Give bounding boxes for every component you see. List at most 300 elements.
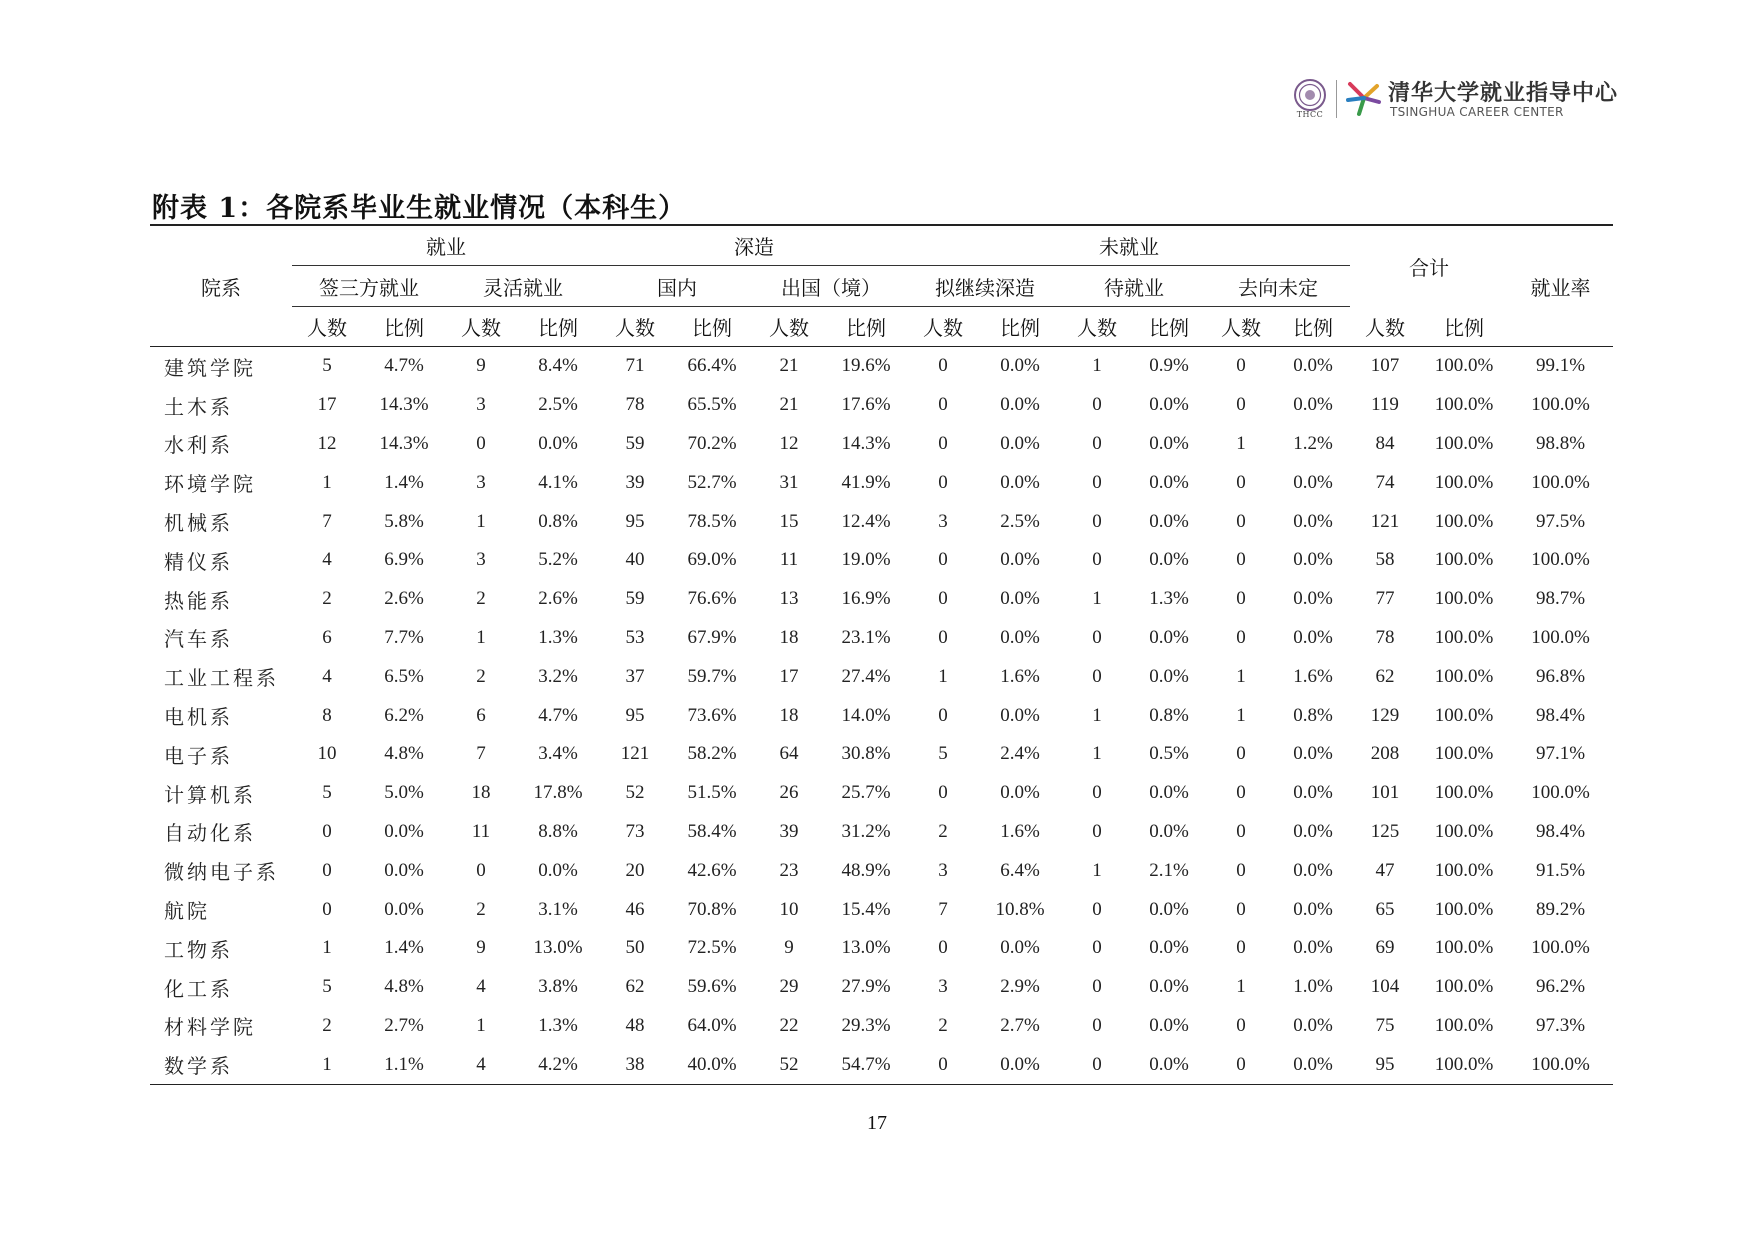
table-cell: 121	[1370, 510, 1400, 532]
table-cell: 0.0%	[1293, 743, 1333, 765]
dept-name-cell: 水利系	[164, 433, 233, 458]
table-cell: 0	[1092, 432, 1102, 454]
table-cell: 3	[476, 394, 486, 416]
table-cell: 40	[625, 549, 645, 571]
table-cell: 0	[1092, 471, 1102, 493]
table-body	[150, 347, 1613, 1085]
table-row	[150, 541, 1613, 580]
table-cell: 13	[779, 588, 799, 610]
table-cell: 14.3%	[841, 432, 891, 454]
table-cell: 0.0%	[1293, 820, 1333, 842]
table-cell: 19.0%	[841, 549, 891, 571]
header-unemployed: 未就业	[908, 225, 1350, 266]
table-cell: 7	[938, 898, 948, 920]
logo-chinese-name: 清华大学就业指导中心	[1388, 81, 1619, 106]
table-cell: 70.2%	[687, 432, 737, 454]
header-count: 人数	[1350, 307, 1420, 347]
table-cell: 0	[1236, 820, 1246, 842]
header-ratio: 比例	[824, 307, 908, 347]
table-cell: 29	[779, 976, 799, 998]
table-cell: 100.0%	[1434, 976, 1494, 998]
table-cell: 2.6%	[538, 588, 578, 610]
table-cell: 18	[471, 782, 491, 804]
table-cell: 1	[1092, 588, 1102, 610]
table-cell: 52	[625, 782, 645, 804]
table-cell: 6	[322, 626, 332, 648]
table-cell: 64.0%	[687, 1014, 737, 1036]
table-cell: 101	[1370, 782, 1400, 804]
table-row	[150, 463, 1613, 502]
table-cell: 0.0%	[1149, 626, 1189, 648]
table-cell: 11	[471, 820, 491, 842]
header-unknown: 去向未定	[1206, 266, 1350, 307]
table-cell: 20	[625, 859, 645, 881]
table-cell: 5	[322, 976, 332, 998]
table-cell: 5	[938, 743, 948, 765]
table-cell: 9	[476, 937, 486, 959]
table-cell: 2	[938, 1014, 948, 1036]
header-employment: 就业	[292, 225, 600, 266]
table-cell: 4.8%	[384, 743, 424, 765]
page-number: 17	[867, 1112, 887, 1134]
table-cell: 0	[938, 937, 948, 959]
table-cell: 0	[1092, 976, 1102, 998]
table-cell: 0.0%	[1293, 471, 1333, 493]
table-cell: 0	[322, 820, 332, 842]
table-cell: 17	[317, 394, 337, 416]
table-row	[150, 580, 1613, 619]
table-cell: 2	[938, 820, 948, 842]
table-cell: 29.3%	[841, 1014, 891, 1036]
header-signed: 签三方就业	[292, 266, 446, 307]
table-cell: 0.0%	[1293, 898, 1333, 920]
table-cell: 59.6%	[687, 976, 737, 998]
table-cell: 17	[779, 665, 799, 687]
table-cell: 0.0%	[1000, 355, 1040, 377]
table-cell: 129	[1370, 704, 1400, 726]
dept-name-cell: 计算机系	[164, 782, 256, 807]
table-cell: 208	[1370, 743, 1400, 765]
table-cell: 100.0%	[1531, 782, 1590, 804]
table-cell: 100.0%	[1434, 820, 1494, 842]
table-cell: 1.1%	[362, 1045, 446, 1084]
table-cell: 4	[446, 1045, 516, 1084]
dept-name-cell: 热能系	[164, 588, 233, 613]
table-cell: 22	[779, 1014, 799, 1036]
table-cell: 23	[779, 859, 799, 881]
table-cell: 8.8%	[538, 820, 578, 842]
table-cell: 0.9%	[1149, 355, 1189, 377]
table-row	[150, 813, 1613, 852]
table-cell: 62	[625, 976, 645, 998]
table-cell: 50	[625, 937, 645, 959]
table-cell: 125	[1370, 820, 1400, 842]
header-study: 深造	[600, 225, 908, 266]
table-cell: 6.4%	[1000, 859, 1040, 881]
table-cell: 2	[322, 588, 332, 610]
table-cell: 1.3%	[538, 1014, 578, 1036]
table-cell: 0.0%	[1149, 820, 1189, 842]
table-cell: 3	[476, 471, 486, 493]
table-cell: 0.0%	[1293, 549, 1333, 571]
table-cell: 17.6%	[841, 394, 891, 416]
table-cell: 1.0%	[1293, 976, 1333, 998]
table-cell: 25.7%	[841, 782, 891, 804]
table-cell: 8.4%	[538, 355, 578, 377]
table-cell: 14.0%	[841, 704, 891, 726]
table-cell: 1	[1236, 704, 1246, 726]
table-cell: 52.7%	[687, 471, 737, 493]
table-cell: 0	[1092, 510, 1102, 532]
table-cell: 8	[322, 704, 332, 726]
table-cell: 0	[1236, 898, 1246, 920]
table-row	[150, 1045, 1613, 1084]
table-cell: 100.0%	[1434, 937, 1494, 959]
table-cell: 59	[625, 432, 645, 454]
table-cell: 3	[938, 510, 948, 532]
header-count: 人数	[754, 307, 824, 347]
table-cell: 72.5%	[687, 937, 737, 959]
table-cell: 1	[322, 937, 332, 959]
table-cell: 2	[322, 1014, 332, 1036]
table-cell: 0	[1092, 549, 1102, 571]
table-cell: 97.5%	[1535, 510, 1586, 532]
table-cell: 58	[1375, 549, 1395, 571]
table-cell: 58.4%	[687, 820, 737, 842]
logo-divider	[1336, 80, 1337, 118]
table-cell: 15	[779, 510, 799, 532]
table-cell: 91.5%	[1535, 859, 1586, 881]
tsinghua-career-center-logo	[1290, 74, 1620, 124]
table-cell: 0.0%	[1149, 549, 1189, 571]
table-cell: 13.0%	[841, 937, 891, 959]
table-cell: 100.0%	[1434, 898, 1494, 920]
table-cell: 7.7%	[384, 626, 424, 648]
table-cell: 70.8%	[687, 898, 737, 920]
table-cell: 100.0%	[1434, 588, 1494, 610]
table-cell: 4.1%	[538, 471, 578, 493]
table-cell: 0	[938, 394, 948, 416]
table-cell: 97.3%	[1535, 1014, 1586, 1036]
table-cell: 30.8%	[841, 743, 891, 765]
table-cell: 4.8%	[384, 976, 424, 998]
table-cell: 0	[1236, 782, 1246, 804]
table-cell: 27.4%	[841, 665, 891, 687]
table-cell: 71	[625, 355, 645, 377]
table-cell: 95	[625, 704, 645, 726]
table-cell: 0	[1236, 355, 1246, 377]
table-cell: 1	[1236, 665, 1246, 687]
table-cell: 89.2%	[1535, 898, 1586, 920]
table-cell: 99.1%	[1535, 355, 1586, 377]
table-cell: 7	[322, 510, 332, 532]
table-cell: 0.0%	[1000, 704, 1040, 726]
table-cell: 16.9%	[841, 588, 891, 610]
table-cell: 100.0%	[1531, 471, 1590, 493]
table-cell: 3	[938, 859, 948, 881]
table-cell: 54.7%	[824, 1045, 908, 1084]
table-cell: 0.0%	[1293, 859, 1333, 881]
table-cell: 100.0%	[1434, 549, 1494, 571]
dept-name-cell: 航院	[164, 899, 210, 924]
table-cell: 98.7%	[1535, 588, 1586, 610]
table-cell: 3.2%	[538, 665, 578, 687]
table-cell: 98.8%	[1535, 432, 1586, 454]
table-cell: 0	[1092, 665, 1102, 687]
table-cell: 100.0%	[1434, 782, 1494, 804]
table-cell: 0	[908, 1045, 978, 1084]
career-star-icon	[1345, 78, 1383, 118]
table-cell: 39	[779, 820, 799, 842]
header-count: 人数	[600, 307, 670, 347]
table-cell: 100.0%	[1531, 394, 1590, 416]
table-cell: 41.9%	[841, 471, 891, 493]
table-cell: 0	[1236, 743, 1246, 765]
table-cell: 67.9%	[687, 626, 737, 648]
dept-name-cell: 环境学院	[164, 472, 256, 497]
table-cell: 1	[476, 510, 486, 532]
table-cell: 0.0%	[1149, 665, 1189, 687]
table-cell: 98.4%	[1535, 820, 1586, 842]
table-cell: 1	[292, 1045, 362, 1084]
table-cell: 0.0%	[1000, 588, 1040, 610]
table-cell: 0.0%	[1149, 394, 1189, 416]
dept-name-cell: 材料学院	[164, 1015, 256, 1040]
table-cell: 27.9%	[841, 976, 891, 998]
table-cell: 0.0%	[1293, 588, 1333, 610]
table-cell: 0.0%	[538, 859, 578, 881]
table-cell: 0	[1236, 549, 1246, 571]
table-cell: 9	[784, 937, 794, 959]
table-cell: 104	[1370, 976, 1400, 998]
table-cell: 3.1%	[538, 898, 578, 920]
table-cell: 100.0%	[1434, 471, 1494, 493]
table-cell: 100.0%	[1531, 626, 1590, 648]
table-cell: 1	[476, 626, 486, 648]
table-cell: 0	[1092, 394, 1102, 416]
table-cell: 0	[1062, 1045, 1132, 1084]
table-row	[150, 347, 1613, 386]
header-count: 人数	[1206, 307, 1276, 347]
dept-name-cell: 电子系	[164, 743, 233, 768]
dept-name-cell: 精仪系	[164, 549, 233, 574]
table-cell: 107	[1370, 355, 1400, 377]
table-cell: 9	[476, 355, 486, 377]
table-cell: 0.0%	[1149, 1014, 1189, 1036]
table-cell: 0	[1236, 626, 1246, 648]
table-cell: 0.8%	[1149, 704, 1189, 726]
table-cell: 100.0%	[1531, 549, 1590, 571]
header-flexible: 灵活就业	[446, 266, 600, 307]
table-cell: 119	[1371, 394, 1399, 416]
table-cell: 47	[1375, 859, 1395, 881]
dept-name-cell: 自动化系	[164, 821, 256, 846]
table-cell: 64	[779, 743, 799, 765]
table-cell: 0	[938, 782, 948, 804]
table-cell: 2.4%	[1000, 743, 1040, 765]
table-cell: 42.6%	[687, 859, 737, 881]
table-cell: 4.2%	[516, 1045, 600, 1084]
table-cell: 1	[476, 1014, 486, 1036]
table-cell: 2	[476, 665, 486, 687]
table-cell: 0.0%	[978, 1045, 1062, 1084]
table-cell: 6.5%	[384, 665, 424, 687]
table-cell: 10.8%	[995, 898, 1045, 920]
table-row	[150, 657, 1613, 696]
table-row	[150, 502, 1613, 541]
table-cell: 76.6%	[687, 588, 737, 610]
table-row	[150, 696, 1613, 735]
table-cell: 1	[322, 471, 332, 493]
table-cell: 6.2%	[384, 704, 424, 726]
table-cell: 1.6%	[1293, 665, 1333, 687]
table-row	[150, 1007, 1613, 1046]
table-cell: 23.1%	[841, 626, 891, 648]
table-cell: 0.0%	[1293, 626, 1333, 648]
table-cell: 100.0%	[1434, 665, 1494, 687]
dept-name-cell: 微纳电子系	[164, 860, 279, 885]
table-cell: 3.4%	[538, 743, 578, 765]
table-cell: 69.0%	[687, 549, 737, 571]
table-row	[150, 425, 1613, 464]
table-cell: 73.6%	[687, 704, 737, 726]
table-cell: 2	[476, 588, 486, 610]
table-cell: 0	[1236, 1014, 1246, 1036]
table-cell: 0.8%	[538, 510, 578, 532]
table-cell: 31	[779, 471, 799, 493]
header-ratio: 比例	[978, 307, 1062, 347]
table-cell: 58.2%	[687, 743, 737, 765]
table-cell: 84	[1375, 432, 1395, 454]
table-cell: 7	[476, 743, 486, 765]
table-cell: 100.0%	[1434, 355, 1494, 377]
table-cell: 78.5%	[687, 510, 737, 532]
table-cell: 21	[779, 355, 799, 377]
table-cell: 0.0%	[1132, 1045, 1206, 1084]
table-cell: 0.0%	[1149, 510, 1189, 532]
header-rate: 就业率	[1508, 225, 1613, 347]
table-cell: 0.0%	[1293, 1014, 1333, 1036]
table-cell: 3	[476, 549, 486, 571]
table-cell: 0	[1092, 626, 1102, 648]
table-cell: 100.0%	[1434, 704, 1494, 726]
table-cell: 77	[1375, 588, 1395, 610]
dept-name-cell: 电机系	[164, 705, 233, 730]
table-cell: 0.0%	[1149, 898, 1189, 920]
header-total: 合计	[1409, 255, 1449, 280]
table-row	[150, 386, 1613, 425]
table-cell: 0	[1206, 1045, 1276, 1084]
table-cell: 0	[1092, 937, 1102, 959]
table-cell: 11	[779, 549, 799, 571]
table-cell: 78	[1375, 626, 1395, 648]
table-cell: 0	[938, 704, 948, 726]
table-cell: 66.4%	[687, 355, 737, 377]
header-ratio: 比例	[670, 307, 754, 347]
table-cell: 4.7%	[538, 704, 578, 726]
table-cell: 0.0%	[1000, 394, 1040, 416]
table-cell: 0	[938, 626, 948, 648]
table-cell: 0	[938, 549, 948, 571]
table-cell: 100.0%	[1434, 394, 1494, 416]
table-cell: 2	[476, 898, 486, 920]
table-cell: 75	[1375, 1014, 1395, 1036]
table-cell: 121	[620, 743, 650, 765]
table-cell: 14.3%	[379, 394, 429, 416]
table-cell: 0.0%	[1293, 937, 1333, 959]
table-cell: 0.0%	[1000, 782, 1040, 804]
header-ratio: 比例	[362, 307, 446, 347]
table-cell: 15.4%	[841, 898, 891, 920]
table-row	[150, 968, 1613, 1007]
table-cell: 0	[1236, 588, 1246, 610]
table-cell: 98.4%	[1535, 704, 1586, 726]
table-cell: 12	[779, 432, 799, 454]
table-cell: 5	[322, 782, 332, 804]
table-cell: 59.7%	[687, 665, 737, 687]
table-cell: 100.0%	[1420, 1045, 1508, 1084]
table-cell: 14.3%	[379, 432, 429, 454]
table-cell: 4	[322, 665, 332, 687]
table-cell: 48	[625, 1014, 645, 1036]
table-cell: 12	[317, 432, 337, 454]
table-cell: 0.5%	[1149, 743, 1189, 765]
table-cell: 0.0%	[1000, 626, 1040, 648]
table-cell: 95	[625, 510, 645, 532]
table-cell: 12.4%	[841, 510, 891, 532]
table-cell: 1	[1236, 976, 1246, 998]
table-cell: 0.0%	[538, 432, 578, 454]
table-cell: 2.7%	[384, 1014, 424, 1036]
seal-label: THCC	[1296, 110, 1324, 119]
table-cell: 100.0%	[1434, 432, 1494, 454]
table-cell: 100.0%	[1434, 743, 1494, 765]
table-cell: 37	[625, 665, 645, 687]
table-cell: 100.0%	[1434, 859, 1494, 881]
table-cell: 18	[779, 626, 799, 648]
table-cell: 10	[779, 898, 799, 920]
table-cell: 97.1%	[1535, 743, 1586, 765]
table-cell: 0.0%	[1149, 976, 1189, 998]
header-ratio: 比例	[516, 307, 600, 347]
dept-name-cell: 土木系	[164, 394, 233, 419]
table-cell: 1	[1092, 355, 1102, 377]
table-cell: 78	[625, 394, 645, 416]
table-cell: 1.6%	[1000, 820, 1040, 842]
dept-name-cell: 化工系	[164, 976, 233, 1001]
header-count: 人数	[1062, 307, 1132, 347]
table-cell: 0.0%	[384, 898, 424, 920]
table-cell: 1.6%	[1000, 665, 1040, 687]
table-cell: 1	[1092, 743, 1102, 765]
table-cell: 4.7%	[384, 355, 424, 377]
table-cell: 52	[754, 1045, 824, 1084]
table-cell: 0	[476, 432, 486, 454]
table-cell: 13.0%	[533, 937, 583, 959]
dept-name-cell: 工业工程系	[164, 666, 279, 691]
header-waiting: 待就业	[1062, 266, 1206, 307]
table-cell: 96.8%	[1535, 665, 1586, 687]
table-cell: 96.2%	[1535, 976, 1586, 998]
table-cell: 3	[938, 976, 948, 998]
table-cell: 0.0%	[1293, 510, 1333, 532]
table-cell: 0.0%	[1000, 432, 1040, 454]
table-cell: 6.9%	[384, 549, 424, 571]
table-cell: 38	[600, 1045, 670, 1084]
table-cell: 53	[625, 626, 645, 648]
header-count: 人数	[292, 307, 362, 347]
table-row	[150, 774, 1613, 813]
